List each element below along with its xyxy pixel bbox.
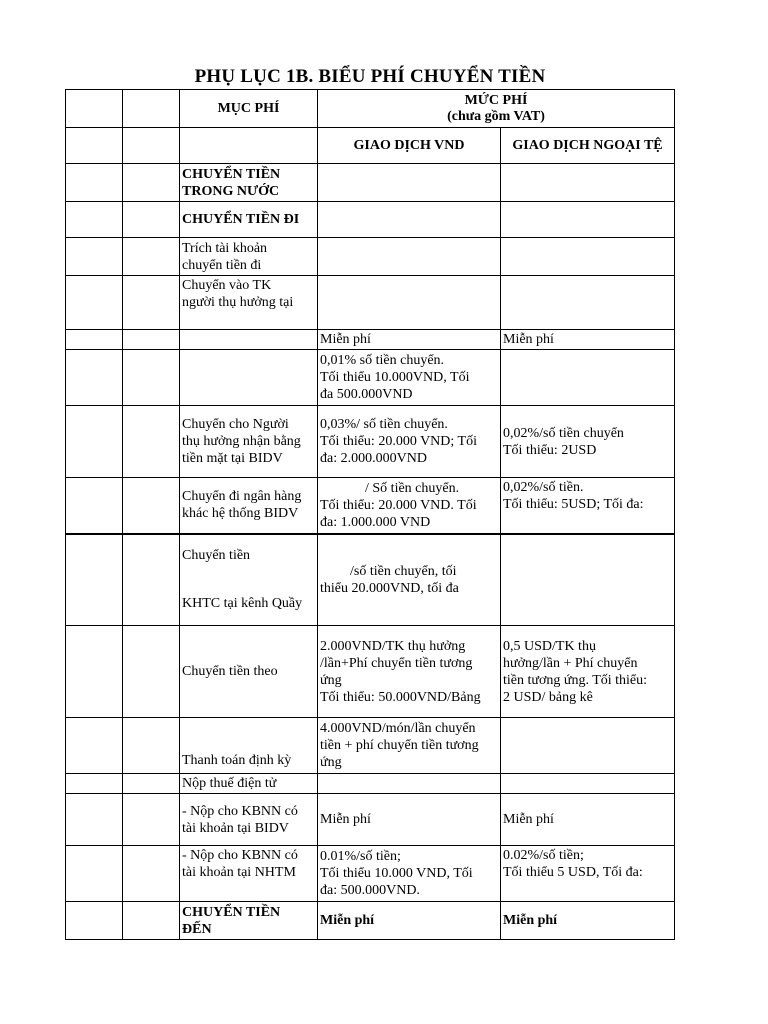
table-row	[66, 626, 675, 718]
item-line: thụ hưởng nhận bằng	[182, 434, 301, 449]
fee-line: Tối thiểu 10.000 VND, Tối	[320, 866, 473, 881]
header-rate-label: MỨC PHÍ	[464, 92, 528, 108]
fee-line: ứng	[320, 755, 342, 770]
table-row	[66, 794, 675, 846]
fee-text: Miễn phí	[503, 812, 554, 827]
fx-cell	[501, 202, 675, 238]
item-cell	[180, 164, 318, 202]
vnd-cell	[318, 794, 501, 846]
vnd-cell	[318, 164, 501, 202]
fee-line: 2.000VND/TK thụ hưởng	[320, 638, 466, 654]
fx-cell	[501, 718, 675, 774]
table-row	[66, 350, 675, 406]
fee-line: 4.000VND/món/lần chuyển	[320, 721, 476, 736]
item-cell	[180, 718, 318, 774]
fee-line: Tối thiểu: 5USD; Tối đa:	[503, 497, 644, 512]
vnd-cell	[318, 774, 501, 794]
table-row	[66, 202, 675, 238]
fee-table	[65, 89, 675, 940]
page-title: PHỤ LỤC 1B. BIỂU PHÍ CHUYỂN TIỀN	[194, 66, 546, 87]
table-row	[66, 718, 675, 774]
fx-cell	[501, 164, 675, 202]
item-cell	[180, 330, 318, 350]
vnd-cell	[318, 846, 501, 902]
fee-line: đa: 2.000.000VND	[320, 451, 427, 466]
item-line: Chuyển đi ngân hàng	[182, 489, 302, 505]
item-line: Thanh toán định kỳ	[182, 753, 292, 768]
item-cell	[180, 350, 318, 406]
item-cell	[180, 276, 318, 330]
table-row	[66, 238, 675, 276]
fx-cell	[501, 846, 675, 902]
fx-cell	[501, 534, 675, 626]
table-row	[66, 774, 675, 794]
item-line: ĐẾN	[182, 921, 212, 937]
table-row	[66, 478, 675, 534]
fee-line: tiền tương ứng. Tối thiểu:	[503, 672, 648, 688]
fee-line: Tối thiểu: 2USD	[503, 442, 597, 458]
item-line: Chuyển vào TK	[182, 278, 272, 293]
item-line: tài khoản tại BIDV	[182, 820, 289, 836]
fx-cell	[501, 794, 675, 846]
fx-cell	[501, 626, 675, 718]
fee-line: Tối thiểu: 20.000 VND. Tối	[320, 497, 477, 513]
fx-cell	[501, 774, 675, 794]
vnd-cell	[318, 276, 501, 330]
fx-cell	[501, 330, 675, 350]
fee-line: Tối thiểu: 50.000VND/Bảng	[320, 689, 481, 705]
header-row-columns	[66, 128, 675, 164]
table-row	[66, 902, 675, 940]
fee-line: 0,5 USD/TK thụ	[503, 638, 596, 654]
fee-text: Miễn phí	[503, 913, 558, 928]
vnd-cell	[318, 718, 501, 774]
item-line: CHUYỂN TIỀN	[182, 904, 281, 920]
vnd-cell	[318, 534, 501, 626]
item-line: người thụ hưởng tại	[182, 295, 294, 310]
table-row	[66, 164, 675, 202]
item-cell	[180, 478, 318, 534]
item-cell	[180, 534, 318, 626]
fee-line: Tối thiểu 5 USD, Tối đa:	[503, 865, 643, 880]
header-vat-note: (chưa gồm VAT)	[447, 108, 545, 124]
fee-line: đa 500.000VND	[320, 387, 413, 402]
fee-line: đa: 1.000.000 VND	[320, 514, 431, 530]
item-cell	[180, 202, 318, 238]
fee-line: tiền + phí chuyển tiền tương	[320, 738, 479, 753]
item-line: - Nộp cho KBNN có	[182, 803, 298, 819]
item-line: KHTC tại kênh Quầy	[182, 596, 303, 612]
fee-line: /lần+Phí chuyển tiền tương	[320, 655, 473, 671]
fee-text: Miễn phí	[503, 332, 554, 347]
vnd-cell	[318, 902, 501, 940]
vnd-cell	[318, 330, 501, 350]
item-line: chuyển tiền đi	[182, 257, 262, 273]
item-cell	[180, 794, 318, 846]
vnd-cell	[318, 406, 501, 478]
vnd-cell	[318, 350, 501, 406]
header-muc-phi-rate	[318, 90, 675, 128]
vnd-cell	[318, 202, 501, 238]
fee-line: ứng	[320, 672, 342, 688]
fee-line: Tối thiểu 10.000VND, Tối	[320, 370, 470, 385]
fee-line: thiểu 20.000VND, tối đa	[320, 580, 459, 596]
fee-line: 0.02%/số tiền;	[503, 848, 584, 863]
item-line: Chuyển tiền	[182, 548, 251, 564]
vnd-cell	[318, 626, 501, 718]
item-cell	[180, 774, 318, 794]
item-line: CHUYỂN TIỀN ĐI	[182, 212, 300, 227]
fee-line: / Số tiền chuyển.	[365, 480, 460, 496]
fx-cell	[501, 276, 675, 330]
fee-text: Miễn phí	[320, 812, 371, 827]
vnd-cell	[318, 238, 501, 276]
fee-line: hưởng/lần + Phí chuyển	[503, 655, 638, 671]
header-muc-phi: MỤC PHÍ	[180, 90, 318, 128]
header-row	[66, 90, 675, 128]
item-line: Chuyển cho Người	[182, 417, 289, 432]
fee-line: /số tiền chuyển, tối	[350, 563, 457, 579]
fx-cell	[501, 350, 675, 406]
header-col-fx: GIAO DỊCH NGOẠI TỆ	[501, 128, 675, 164]
item-line: TRONG NƯỚC	[182, 183, 280, 199]
item-line: - Nộp cho KBNN có	[182, 848, 298, 863]
fee-line: 0,02%/số tiền.	[503, 480, 584, 495]
item-cell	[180, 902, 318, 940]
item-cell	[180, 238, 318, 276]
item-line: Chuyển tiền theo	[182, 664, 278, 679]
fx-cell	[501, 902, 675, 940]
item-line: CHUYỂN TIỀN	[182, 166, 281, 182]
item-cell	[180, 846, 318, 902]
fee-line: Tối thiểu: 20.000 VND; Tối	[320, 434, 477, 449]
fx-cell	[501, 478, 675, 534]
table-row	[66, 330, 675, 350]
item-line: Trích tài khoản	[182, 240, 268, 256]
item-line: tiền mặt tại BIDV	[182, 451, 283, 466]
table-row	[66, 406, 675, 478]
item-line: tài khoản tại NHTM	[182, 865, 296, 880]
table-row	[66, 534, 675, 626]
fee-line: 0,03%/ số tiền chuyển.	[320, 417, 448, 432]
fee-line: 0,01% số tiền chuyển.	[320, 353, 445, 368]
fee-line: 2 USD/ bảng kê	[503, 689, 593, 705]
fee-line: đa: 500.000VND.	[320, 883, 420, 898]
fx-cell	[501, 406, 675, 478]
fee-text: Miễn phí	[320, 332, 371, 347]
fee-line: 0,02%/số tiền chuyển	[503, 425, 624, 441]
fee-text: Miễn phí	[320, 913, 375, 928]
fx-cell	[501, 238, 675, 276]
header-col-vnd: GIAO DỊCH VND	[318, 128, 501, 164]
item-cell	[180, 406, 318, 478]
item-cell	[180, 626, 318, 718]
item-line: khác hệ thống BIDV	[182, 506, 299, 522]
table-row	[66, 846, 675, 902]
vnd-cell	[318, 478, 501, 534]
fee-line: 0.01%/số tiền;	[320, 849, 401, 864]
item-line: Nộp thuế điện tử	[182, 776, 277, 791]
table-row	[66, 276, 675, 330]
